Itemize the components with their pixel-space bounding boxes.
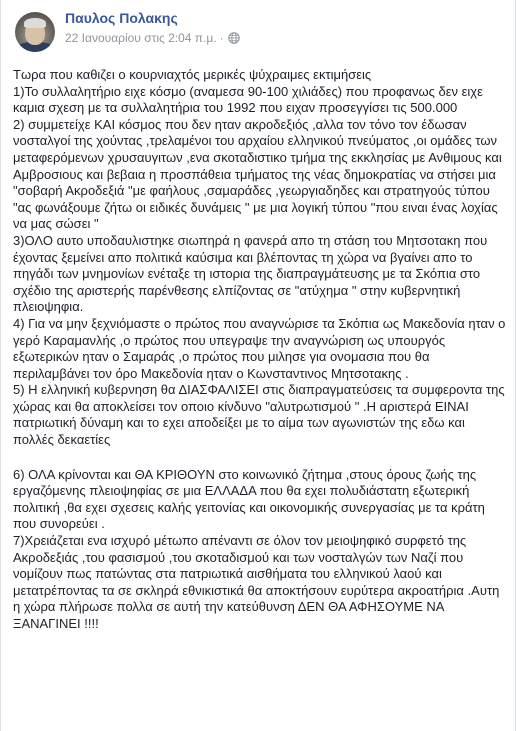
post-body — [13, 67, 507, 633]
post-paragraph: Τωρα που καθιζει ο κουρνιαχτός μερικές ψύχραιμες εκτιμήσεις 1)Το συλλαλητήριο ειχε κόσμο (αναμεσα 90-100 χιλιάδες) που προφανως δεν ειχε καμια σχεση με τα συλλαλητήρια του 1992 που ειχαν προσεγγίσει τις 500.000 2) συμμετείχε ΚΑΙ κόσμος που δεν ηταν ακροδεξιός ,αλλα τον τόνο τον έδωσαν νοσταλγοί της χούντας ,τρελαμένοι του αρχαίου ελληνικού πνεύματος ,οι ομάδες των μεταφερόμενων χρυσαυγιτων ,ενα σκοταδιστικο τμήμα της εκκλησίας με Ανθιμους και Αμβροσιους και βεβαια η προσπάθεια τμήματος της νέας δημοκρατίας να στήσει μια "σοβαρή Ακροδεξιά "με φαήλους ,σαμαράδες ,γεωργιαδηδες και στρατηγούς τύπου "ας φωνάξουμε ζήτω οι ειδικές δυνάμεις " με μια λογική τύπου "που ειναι ένας λοχίας να μας σώσει " 3)ΟΛΟ αυτο υποδαυλιστηκε σιωπηρά η φανερά απο τη στάση του Μητσοτακη που έχοντας ξεμείνει απο πολιτικά καύσιμα και βλέποντας τη χώρα να βγαίνει απο το πηγάδι των μνημονίων ενέταξε τη ιστορια της διαπραγμάτευσης με τα Σκόπια στο σχέδιο της αριστερής παρένθεσης ελπίζοντας σε "ατύχημα " στην κυβερνητική πλειοψηφια. 4) Για να μην ξεχνιόμαστε ο πρώτος που αναγνώρισε τα Σκόπια ως Μακεδονία ηταν ο γερό Καραμανλής ,ο πρώτος που υπεγραψε την αναγνώριση ως υπουργός εξωτερικών ηταν ο Σαμαράς ,ο πρώτος που μιλησε για ονομασια που θα περιλαμβάνει τον όρο Μακεδονία ηταν ο Κωνσταντινος Μητσοτακης . 5) Η ελληνική κυβερνηση θα ΔΙΑΣΦΑΛΙΣΕΙ στις διαπραγματεύσεις τα συμφεροντα της χώρας και θα αποκλείσει τον οποιο κίνδυνο "αλυτρωτισμού " .Η αριστερά ΕΙΝΑΙ πατριωτική δύναμη και το εχει αποδείξει με το αίμα των αγωνιστών της εδω και πολλές δεκαετίες — [13, 67, 506, 448]
post-meta — [65, 31, 240, 45]
author-name[interactable]: Παυλος Πολακης — [65, 10, 178, 26]
author-avatar[interactable] — [15, 12, 55, 52]
post-header — [11, 7, 505, 57]
globe-icon[interactable] — [228, 32, 240, 44]
avatar-hair — [24, 18, 46, 28]
post-timestamp[interactable]: 22 Ιανουαρίου στις 2:04 π.μ. — [65, 31, 217, 45]
post-paragraph: 6) ΟΛΑ κρίνονται και ΘΑ ΚΡΙΘΟΥΝ στο κοινωνικό ζήτημα ,στους όρους ζωής της εργαζόμενης πλειοψηφίας σε μια ΕΛΛΑΔΑ που θα εχει πολυδιάστατη εξωτερική πολιτική ,θα εχει σχεσεις καλής γειτονίας και οικονομικής συνεργασίας με τα κράτη που συνορεύει . 7)Χρειάζεται ενα ισχυρό μέτωπο απέναντι σε όλον τον μειοψηφικό συρφετό της Ακροδεξιάς ,του φασισμού ,του σκοταδισμού και των νοσταλγών των Ναζί που νομίζουν πως πατώντας στα πατριωτικά αισθήματα του ελληνικού λαού και μετατρέποντας τα σε σκληρά εθνικιστικά θα αποκτήσουν ευρύτερα ακροατήρια .Αυτη η χώρα πλήρωσε πολλα σε αυτή την κατεύθυνση ΔΕΝ ΘΑ ΑΦΗΣΟΥΜΕ ΝΑ ΞΑΝΑΓΙΝΕΙ !!!! — [13, 466, 500, 631]
meta-separator: · — [219, 31, 224, 45]
